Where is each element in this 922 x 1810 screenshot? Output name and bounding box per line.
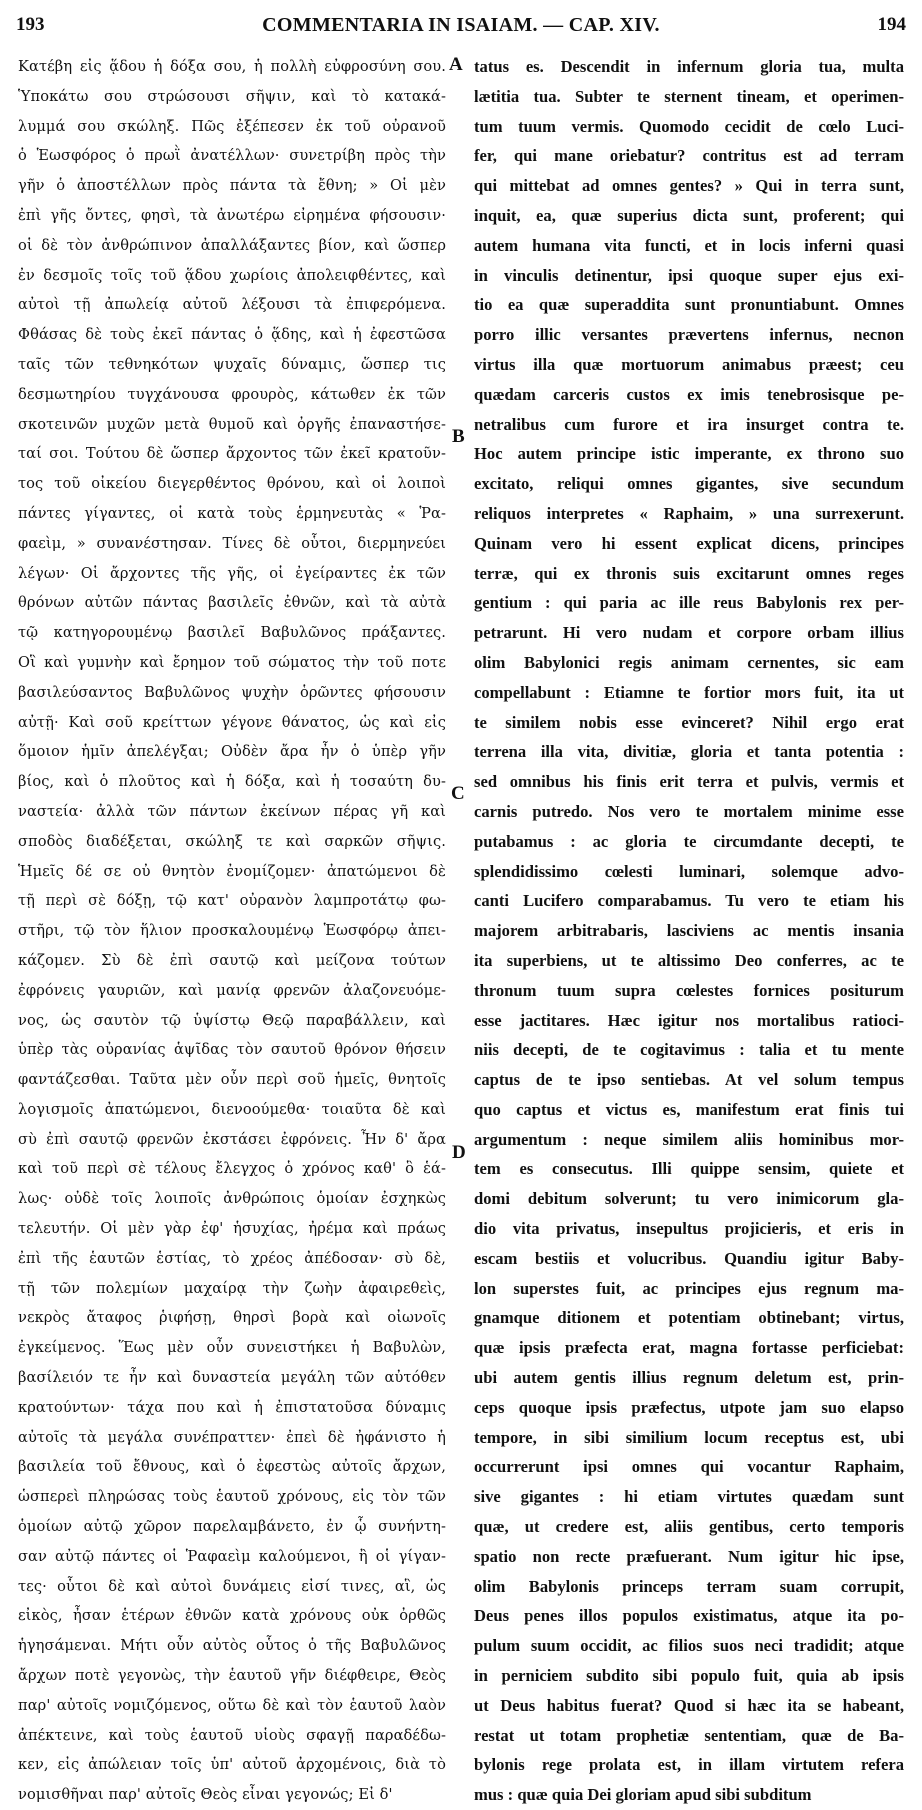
greek-text-line: τῇ τῶν πολεμίων μαχαίρᾳ τὴν ζωὴν ἀφαιρεθεὶς, (18, 1279, 446, 1297)
greek-text-line: ὁμοίων αὐτῷ χῶρον παρελαμβάνετο, ἐν ᾧ συνήντη- (18, 1518, 446, 1536)
latin-text-line: fer, qui mane oriebatur? contritus est ad terram (474, 146, 904, 166)
latin-text-line: quo captus et victus es, manifestum erat finis tui (474, 1099, 904, 1119)
greek-text-line: ἐν δεσμοῖς τοῖς τοῦ ᾅδου χωρίοις ἀπολειφθέντες, καὶ (18, 266, 446, 284)
greek-text-line: Ἡμεῖς δέ σε οὐ θνητὸν ἐνομίζομεν· ἀπατώμενοι δὲ (18, 862, 446, 880)
greek-text-line: σποδὸς διαδέξεται, σκώληξ τε καὶ σαρκῶν σῆψις. (18, 832, 446, 850)
latin-text-line: ceps quoque ipsis præfectus, utpote jam suo elapso (474, 1397, 904, 1417)
greek-text-line: κεν, εἰς ἀπώλειαν τοῖς ὑπ' αὐτοῦ ἀρχομένοις, διὰ τὸ (18, 1756, 446, 1774)
latin-text-line: tem es consecutus. Illi quippe sensim, quiete et (474, 1159, 904, 1179)
latin-text-line: gentium : qui paria ac ille reus Babylonis rex per- (474, 593, 904, 613)
greek-text-line: λως· οὐδὲ τοῖς λοιποῖς ἀνθρώποις ὁμοίαν ἐσχηκὼς (18, 1190, 446, 1208)
latin-text-line: captus de te ipso sentiebas. At vel solum tempus (474, 1070, 904, 1090)
greek-text-line: οἱ δὲ τὸν ἀνθρώπινον ἀπαλλάξαντες βίον, καὶ ὥσπερ (18, 236, 446, 254)
greek-text-line: ἐγκείμενος. Ἕως μὲν οὖν συνειστήκει ἡ Βαβυλὼν, (18, 1339, 446, 1357)
latin-text-line: qui mittebat ad omnes gentes? » Qui in terra sunt, (474, 176, 904, 196)
latin-text-line: ut Deus habitus fuerat? Quod si hæc ita se habeant, (474, 1695, 904, 1715)
greek-text-line: αὐτῇ· Καὶ σοῦ κρείττων γέγονε θάνατος, ὡς καὶ εἰς (18, 713, 446, 731)
latin-text-line: compellabunt : Etiamne te fortior mors fuit, ita ut (474, 682, 904, 702)
greek-text-line: βασίλειόν τε ἦν καὶ δυναστεία μεγάλη τῶν αὐτόθεν (18, 1369, 446, 1387)
latin-text-line: splendidissimo cœlesti luminari, solemque advo- (474, 861, 904, 881)
latin-text-line: Quinam vero hi essent explicat dicens, principes (474, 533, 904, 553)
greek-text-line: ἐφρόνεις γαυριῶν, καὶ μανίᾳ φρενῶν ἀλαζονευόμε- (18, 981, 446, 999)
latin-text-line: Deus penes illos populos existimatus, atque ita po- (474, 1606, 904, 1626)
latin-text-line: ita superbiens, ut te altissimo Deo conferres, ac te (474, 950, 904, 970)
latin-text-line: petrarunt. Hi vero nudam et corpore orbam illius (474, 623, 904, 643)
latin-text-line: thronum tuum supra cœlestes fornices positurum (474, 980, 904, 1000)
greek-text-line: λυμμά σου σκώληξ. Πῶς ἐξέπεσεν ἐκ τοῦ οὐρανοῦ (18, 117, 446, 135)
latin-text-line: tempore, in sibi similium locum receptus est, ubi (474, 1427, 904, 1447)
page-header (16, 14, 906, 40)
greek-text-line: ὅμοιον ἡμῖν ἀπελέγξαι; Οὐδὲν ἄρα ἦν ὁ ὑπὲρ γῆν (18, 743, 446, 761)
greek-text-line: λέγων· Οἱ ἄρχοντες τῆς γῆς, οἱ ἐγείραντες ἐκ τῶν (18, 564, 446, 582)
greek-text-line: Φθάσας δὲ τοὺς ἐκεῖ πάντας ὁ ᾅδης, καὶ ἡ ἐφεστῶσα (18, 326, 446, 344)
greek-text-line: Κατέβη εἰς ᾅδου ἡ δόξα σου, ἡ πολλὴ εὐφροσύνη σου. (18, 58, 446, 75)
greek-text-line: Ὑποκάτω σου στρώσουσι σῆψιν, καὶ τὸ κατακά- (18, 87, 446, 105)
greek-text-line: ἄρχων ποτὲ γεγονὼς, τὴν ἑαυτοῦ γῆν διέφθειρε, Θεὸς (18, 1667, 446, 1685)
page-number-left: 193 (16, 14, 45, 35)
latin-text-line: spatio non recte præfuerant. Num igitur hic ipse, (474, 1546, 904, 1566)
latin-text-line: sive gigantes : hi etiam virtutes quædam sunt (474, 1487, 904, 1507)
latin-text-line: bylonis rege prolata est, in illam virtutem refera (474, 1755, 904, 1775)
latin-text-line: restat ut totam prophetiæ sententiam, quæ de Ba- (474, 1725, 904, 1745)
greek-text-line: δεσμωτηρίου τυγχάνουσα φρουρὸς, κάτωθεν ἐκ τῶν (18, 385, 446, 403)
greek-text-line: ἐπὶ γῆς ὄντες, φησὶ, τὰ ἀνωτέρω εἰρημένα φήσουσιν· (18, 206, 446, 224)
latin-text-line: canti Lucifero comparabamus. Tu vero te etiam his (474, 891, 904, 911)
running-title: COMMENTARIA IN ISAIAM. — CAP. XIV. (262, 14, 660, 36)
latin-text-line: escam bestiis et volucribus. Quandiu igitur Baby- (474, 1248, 904, 1268)
margin-marker-a: A (449, 54, 463, 75)
latin-text-line: virtus illa quæ mortuorum animabus præest; ceu (474, 354, 904, 374)
latin-text-line: occurrerunt ipsi omnes qui vocantur Raphaim, (474, 1457, 904, 1477)
latin-text-line: tum tuum vermis. Quomodo cecidit de cœlo Luci- (474, 116, 904, 136)
greek-text-line: φαντάζεσθαι. Ταῦτα μὲν οὖν περὶ σοῦ ἡμεῖς, θνητοῖς (18, 1071, 446, 1089)
latin-text-line: dio vita privatus, insepultus projicieris, et eris in (474, 1219, 904, 1239)
greek-text-line: κάζομεν. Σὺ δὲ ἐπὶ σαυτῷ καὶ μείζονα τούτων (18, 951, 446, 969)
greek-text-line: Οἳ καὶ γυμνὴν καὶ ἔρημον τοῦ σώματος τὴν τοῦ ποτε (18, 653, 446, 671)
greek-text-line: βασιλεύσαντος Βαβυλῶνος ψυχὴν ὁρῶντες φήσουσιν (18, 683, 446, 701)
latin-text-line: pulum suum occidit, ac filios suos neci tradidit; atque (474, 1636, 904, 1656)
latin-text-line: terrena illa vita, divitiæ, gloria et tanta potentia : (474, 742, 904, 762)
latin-text-line: Hoc autem principe istic imperante, ex throno suo (474, 444, 904, 464)
greek-text-line: τῷ κατηγορουμένῳ βασιλεῖ Βαβυλῶνος πράξαντες. (18, 624, 446, 642)
margin-marker-b: B (452, 426, 465, 447)
greek-text-line: φαεὶμ, » συνανέστησαν. Τίνες δὲ οὗτοι, διερμηνεύει (18, 534, 446, 552)
latin-text-line: olim Babylonici regis animam cernentes, sic eam (474, 652, 904, 672)
greek-text-line: νομισθῆναι παρ' αὐτοῖς Θεὸς εἶναι γεγονώς; Εἰ δ' (18, 1786, 393, 1804)
greek-text-line: τῇ περὶ σὲ δόξῃ, τῷ κατ' οὐρανὸν λαμπροτάτῳ φω- (18, 892, 446, 910)
greek-text-line: αὐτοὶ τῇ ἀπωλείᾳ αὐτοῦ λέξουσι τὰ ἐπιφερόμενα. (18, 296, 446, 314)
greek-text-line: κρατούντων· τάχα που καὶ ἡ ἐπιστατοῦσα δύναμις (18, 1398, 446, 1416)
latin-text-line: netralibus cum furore et ira insurget contra te. (474, 414, 904, 434)
latin-text-line: mus : quæ quia Dei gloriam apud sibi subditum (474, 1785, 812, 1805)
greek-text-line: σαν αὐτῷ πάντες οἱ Ῥαφαεὶμ καλούμενοι, ἢ οἱ γίγαν- (18, 1547, 446, 1565)
greek-text-line: σκοτεινῶν μυχῶν μετὰ θυμοῦ καὶ ὀργῆς ἐπαναστήσε- (18, 415, 446, 433)
greek-text-line: νος, ὡς σαυτὸν τῷ ὑψίστῳ Θεῷ παραβάλλειν, καὶ (18, 1011, 446, 1029)
latin-text-line: ubi autem gentis illius regnum deletum est, prin- (474, 1368, 904, 1388)
greek-text-line: τελευτήν. Οἱ μὲν γὰρ ἐφ' ἡσυχίας, ἠρέμα καὶ πράως (18, 1220, 446, 1238)
greek-text-line: στῆρι, τῷ τὸν ἥλιον προσκαλουμένῳ Ἑωσφόρῳ ἀπει- (18, 922, 446, 940)
latin-text-line: te similem nobis esse evinceret? Nihil ergo erat (474, 712, 904, 732)
greek-text-line: τες· οὗτοι δὲ καὶ αὐτοὶ δυνάμεις εἰσί τινες, αἳ, ὡς (18, 1577, 446, 1595)
latin-text-line: autem humana vita functi, et in locis inferni quasi (474, 235, 904, 255)
greek-text-line: λογισμοῖς ἀπατώμενοι, διενοούμεθα· τοιαῦτα δὲ καὶ (18, 1100, 446, 1118)
latin-text-line: quæ, ut credere est, aliis gentibus, certo temporis (474, 1517, 904, 1537)
latin-text-line: in perniciem subdito sibi populo fuit, quia ab ipsis (474, 1666, 904, 1686)
latin-text-line: inquit, ea, quæ superius dicta sunt, proferent; qui (474, 205, 904, 225)
latin-text-line: quæ ipsis præfecta erat, magna fortasse perficiebat: (474, 1338, 904, 1358)
latin-text-line: lon superstes fuit, ac principes ejus regnum ma- (474, 1278, 904, 1298)
greek-text-line: θρόνων αὐτῶν πάντας βασιλεῖς ἐθνῶν, καὶ τὰ αὐτὰ (18, 594, 446, 612)
latin-text-line: argumentum : neque similem aliis hominibus mor- (474, 1129, 904, 1149)
greek-text-line: ταῖς τῶν τεθνηκότων ψυχαῖς δύναμις, ὥσπερ τις (18, 355, 446, 373)
greek-text-line: ἐπὶ τῆς ἑαυτῶν ἑστίας, τὸ χρέος ἀπέδοσαν· σὺ δὲ, (18, 1249, 446, 1267)
latin-text-line: esse jactitares. Hæc igitur nos mortalibus ratioci- (474, 1010, 904, 1030)
greek-text-line: παρ' αὐτοῖς νομιζόμενος, οὕτω δὲ καὶ τὸν ἑαυτοῦ λαὸν (18, 1696, 446, 1714)
latin-text-column (474, 52, 904, 1810)
latin-text-line: in vinculis detinentur, ipsi quoque super ejus exi- (474, 265, 904, 285)
greek-text-line: νεκρὸς ἄταφος ῥιφήσῃ, θηρσὶ βορὰ καὶ οἰωνοῖς (18, 1309, 446, 1327)
latin-text-line: terræ, qui ex thronis suis excitarunt omnes reges (474, 563, 904, 583)
greek-text-line: ταί σοι. Τούτου δὲ ὥσπερ ἄρχοντος τῶν ἐκεῖ κρατοῦν- (18, 445, 446, 463)
greek-text-line: βασιλεία τοῦ ἔθνους, καὶ ὁ ἐφεστὼς αὐτοῖς ἄρχων, (18, 1458, 446, 1476)
latin-text-line: reliquos interpretes « Raphaim, » una surrexerunt. (474, 503, 904, 523)
greek-text-line: πάντες γίγαντες, οἱ κατὰ τοὺς ἑρμηνευτὰς « Ῥα- (18, 504, 446, 522)
greek-text-line: ἡγησάμεναι. Μήτι οὖν αὐτὸς οὗτος ὁ τῆς Βαβυλῶνος (18, 1637, 446, 1655)
greek-text-line: καὶ τοῦ περὶ σὲ τέλους ἔλεγχος ὁ χρόνος καθ' ὃ ἑά- (18, 1160, 446, 1178)
latin-text-line: quædam carceris custos ex imis tenebrosisque pe- (474, 384, 904, 404)
latin-text-line: lætitia tua. Subter te sternent tineam, et operimen- (474, 86, 904, 106)
latin-text-line: gnamque ditionem et potentiam obtinebant; virtus, (474, 1308, 904, 1328)
latin-text-line: tatus es. Descendit in infernum gloria tua, multa (474, 57, 904, 76)
greek-text-line: ὡσπερεὶ πληρώσας τοὺς ἑαυτοῦ χρόνους, εἰς τὸν τῶν (18, 1488, 446, 1506)
greek-text-line: βίος, καὶ ὁ πλοῦτος καὶ ἡ δόξα, καὶ ἡ τοσαύτη δυ- (18, 773, 446, 791)
margin-marker-c: C (451, 783, 465, 804)
latin-text-line: sed omnibus his finis erit terra et pulvis, vermis et (474, 772, 904, 792)
greek-text-line: ἀπέκτεινε, καὶ τοὺς ἑαυτοῦ υἱοὺς σφαγῇ παραδέδω- (18, 1726, 446, 1744)
greek-text-line: σὺ ἐπὶ σαυτῷ φρενῶν ἐκστάσει ἐφρόνεις. Ἦν δ' ἄρα (18, 1130, 446, 1148)
page-number-right: 194 (877, 14, 906, 35)
greek-text-line: ναστεία· ἀλλὰ τῶν πάντων ἐκείνων πέρας γῆ καὶ (18, 802, 446, 820)
greek-text-line: ὁ Ἑωσφόρος ὁ πρωῒ ἀνατέλλων· συνετρίβη πρὸς τὴν (18, 147, 446, 165)
latin-text-line: excitato, reliqui omnes gigantes, sive secundum (474, 474, 904, 494)
latin-text-line: porro illic versantes prævertens infernus, necnon (474, 325, 904, 345)
latin-text-line: domi debitum solverunt; tu vero inimicorum gla- (474, 1189, 904, 1209)
latin-text-line: carnis putredo. Nos vero te mortalem minime esse (474, 801, 904, 821)
latin-text-line: tio ea quæ superaddita sunt pronuntiabunt. Omnes (474, 295, 904, 315)
latin-text-line: niis decepti, de te cogitavimus : talia et tu mente (474, 1040, 904, 1060)
greek-text-line: ὑπὲρ τὰς οὐρανίας ἁψῖδας τὸν σαυτοῦ θρόνον θήσειν (18, 1041, 446, 1059)
latin-text-line: putabamus : ac gloria te circumdante decepti, te (474, 831, 904, 851)
greek-text-line: εἰκὸς, ἦσαν ἑτέρων ἐθνῶν κατὰ χρόνους οὐκ ὀρθῶς (18, 1607, 446, 1625)
margin-marker-d: D (452, 1142, 466, 1163)
greek-text-line: αὐτοῖς τὰ μεγάλα συνέπραττεν· ἐπεὶ δὲ ἠφάνιστο ἡ (18, 1428, 446, 1446)
greek-text-line: τος τοῦ οἰκείου διεγερθέντος θρόνου, καὶ οἱ λοιποὶ (18, 475, 446, 493)
latin-text-line: majorem arbitrabaris, lasciviens ac mentis insania (474, 921, 904, 941)
latin-text-line: olim Babylonis princeps terram suam corrupit, (474, 1576, 904, 1596)
greek-text-column (18, 52, 446, 1810)
greek-text-line: γῆν ὁ ἀποστέλλων πρὸς πάντα τὰ ἔθνη; » Οἱ μὲν (18, 177, 446, 195)
